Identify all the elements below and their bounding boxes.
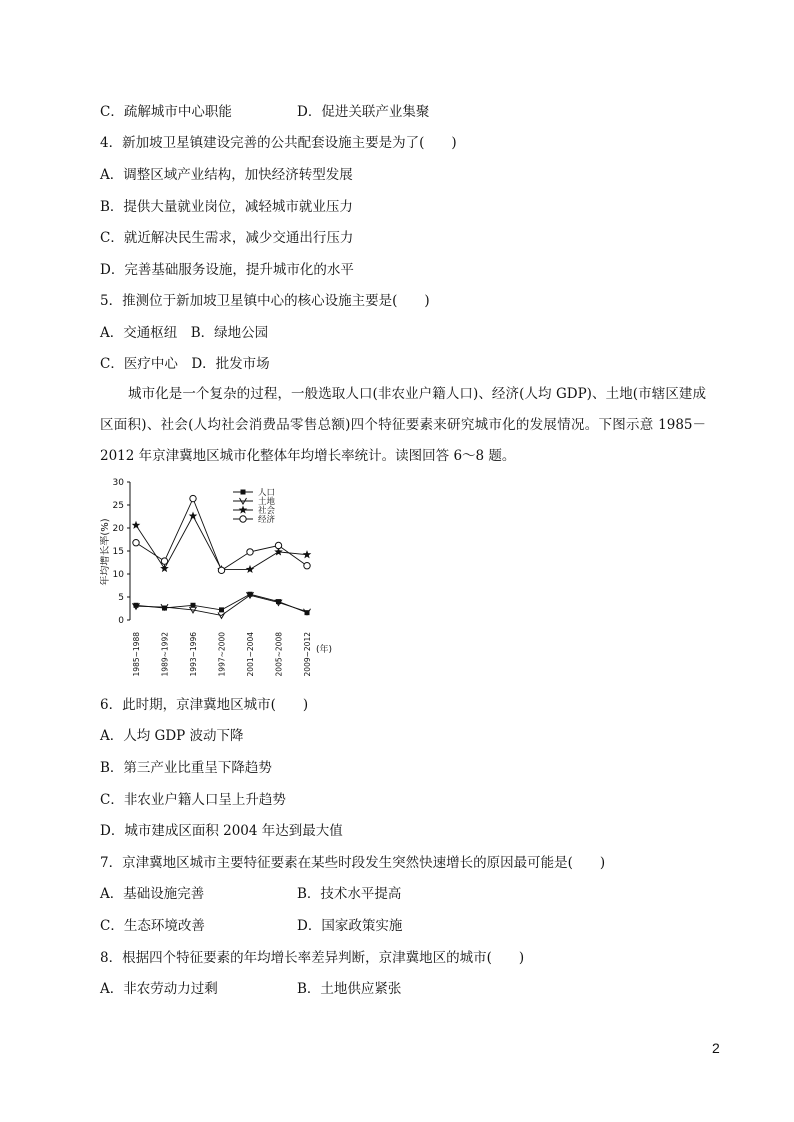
x-tick-group bbox=[132, 632, 312, 677]
data-point bbox=[241, 490, 246, 495]
x-tick-label: 1997~2000 bbox=[217, 632, 227, 677]
y-tick-label: 15 bbox=[112, 547, 124, 557]
y-tick-label: 30 bbox=[112, 478, 124, 488]
y-tick-group bbox=[113, 478, 130, 626]
question-7-option-a: A．基础设施完善 bbox=[100, 886, 205, 902]
y-tick-label: 10 bbox=[112, 570, 124, 580]
data-point bbox=[304, 563, 310, 569]
series-v bbox=[133, 592, 311, 618]
series-circle bbox=[133, 495, 310, 573]
legend-label: 经济 bbox=[258, 515, 276, 525]
reading-passage: 城市化是一个复杂的过程，一般选取人口(非农业户籍人口)、经济(人均 GDP)、土地(市辖区建成区面积)、社会(人均社会消费品零售总额)四个特征要素来研究城市化的发展情况。下图示意 1985－2012 年京津冀地区城市化整体年均增长率统计。读图回答 6～8 题。 bbox=[100, 386, 706, 464]
data-point bbox=[160, 564, 169, 572]
data-point bbox=[218, 567, 224, 573]
x-axis-unit: (年) bbox=[316, 645, 333, 655]
data-point bbox=[190, 495, 196, 501]
data-point bbox=[246, 565, 255, 573]
series-square bbox=[134, 592, 310, 615]
option-c-top: C．疏解城市中心职能 bbox=[100, 104, 232, 120]
x-tick-label: 2001~2004 bbox=[246, 632, 255, 677]
question-5-options-cd: C．医疗中心 D．批发市场 bbox=[100, 356, 270, 372]
question-4-option-a: A．调整区域产业结构，加快经济转型发展 bbox=[100, 167, 353, 183]
legend-label: 人口 bbox=[258, 488, 276, 498]
y-tick-label: 5 bbox=[118, 593, 124, 603]
question-8-stem: 8．根据四个特征要素的年均增长率差异判断，京津冀地区的城市( ) bbox=[100, 950, 525, 966]
x-tick-label: 1985~1988 bbox=[132, 632, 141, 677]
question-6-option-a: A．人均 GDP 波动下降 bbox=[100, 728, 244, 744]
question-7-option-b: B．技术水平提高 bbox=[297, 886, 402, 902]
question-7-stem: 7．京津冀地区城市主要特征要素在某些时段发生突然快速增长的原因最可能是( ) bbox=[100, 855, 606, 871]
data-point bbox=[189, 512, 198, 520]
question-4-option-b: B．提供大量就业岗位，减轻城市就业压力 bbox=[100, 199, 353, 215]
data-point bbox=[240, 516, 246, 522]
question-6-option-b: B．第三产业比重呈下降趋势 bbox=[100, 760, 272, 776]
page-number: 2 bbox=[712, 1040, 720, 1056]
x-tick-label: 1993~1996 bbox=[189, 632, 198, 677]
y-axis-label: 年均增长率(%) bbox=[100, 518, 111, 586]
y-tick-label: 0 bbox=[118, 616, 124, 626]
legend bbox=[233, 487, 276, 525]
data-point bbox=[219, 607, 224, 612]
question-4-option-d: D．完善基础服务设施，提升城市化的水平 bbox=[100, 262, 354, 278]
question-4-option-c: C．就近解决民生需求，减少交通出行压力 bbox=[100, 230, 354, 246]
question-5-options-ab: A．交通枢纽 B．绿地公园 bbox=[100, 325, 269, 341]
question-6-option-c: C．非农业户籍人口呈上升趋势 bbox=[100, 792, 286, 808]
data-point bbox=[247, 549, 253, 555]
x-tick-label: 1989~1992 bbox=[160, 632, 170, 677]
question-6-stem: 6．此时期，京津冀地区城市( ) bbox=[100, 697, 309, 713]
legend-label: 社会 bbox=[258, 506, 276, 516]
data-point bbox=[303, 550, 312, 558]
question-7-option-d: D．国家政策实施 bbox=[297, 918, 403, 934]
data-point bbox=[133, 540, 139, 546]
question-8-option-a: A．非农劳动力过剩 bbox=[100, 981, 218, 997]
x-tick-label: 2009~2012 bbox=[303, 632, 312, 677]
question-6-option-d: D．城市建成区面积 2004 年达到最大值 bbox=[100, 823, 343, 839]
series-star bbox=[132, 512, 312, 573]
data-point bbox=[132, 521, 141, 529]
question-4-stem: 4．新加坡卫星镇建设完善的公共配套设施主要是为了( ) bbox=[100, 135, 457, 151]
legend-item bbox=[233, 514, 276, 525]
data-point bbox=[191, 603, 196, 608]
option-d-top: D．促进关联产业集聚 bbox=[297, 104, 430, 120]
data-point bbox=[161, 558, 167, 564]
growth-rate-chart bbox=[100, 474, 340, 688]
question-5-stem: 5．推测位于新加坡卫星镇中心的核心设施主要是( ) bbox=[100, 293, 430, 309]
data-point bbox=[275, 542, 281, 548]
y-tick-label: 25 bbox=[112, 501, 124, 511]
x-tick-label: 2005~2008 bbox=[274, 632, 284, 677]
series-layer bbox=[132, 495, 312, 618]
data-point bbox=[239, 506, 248, 514]
question-8-option-b: B．土地供应紧张 bbox=[297, 981, 402, 997]
y-tick-label: 20 bbox=[112, 524, 124, 534]
question-7-option-c: C．生态环境改善 bbox=[100, 918, 205, 934]
legend-label: 土地 bbox=[258, 497, 276, 507]
